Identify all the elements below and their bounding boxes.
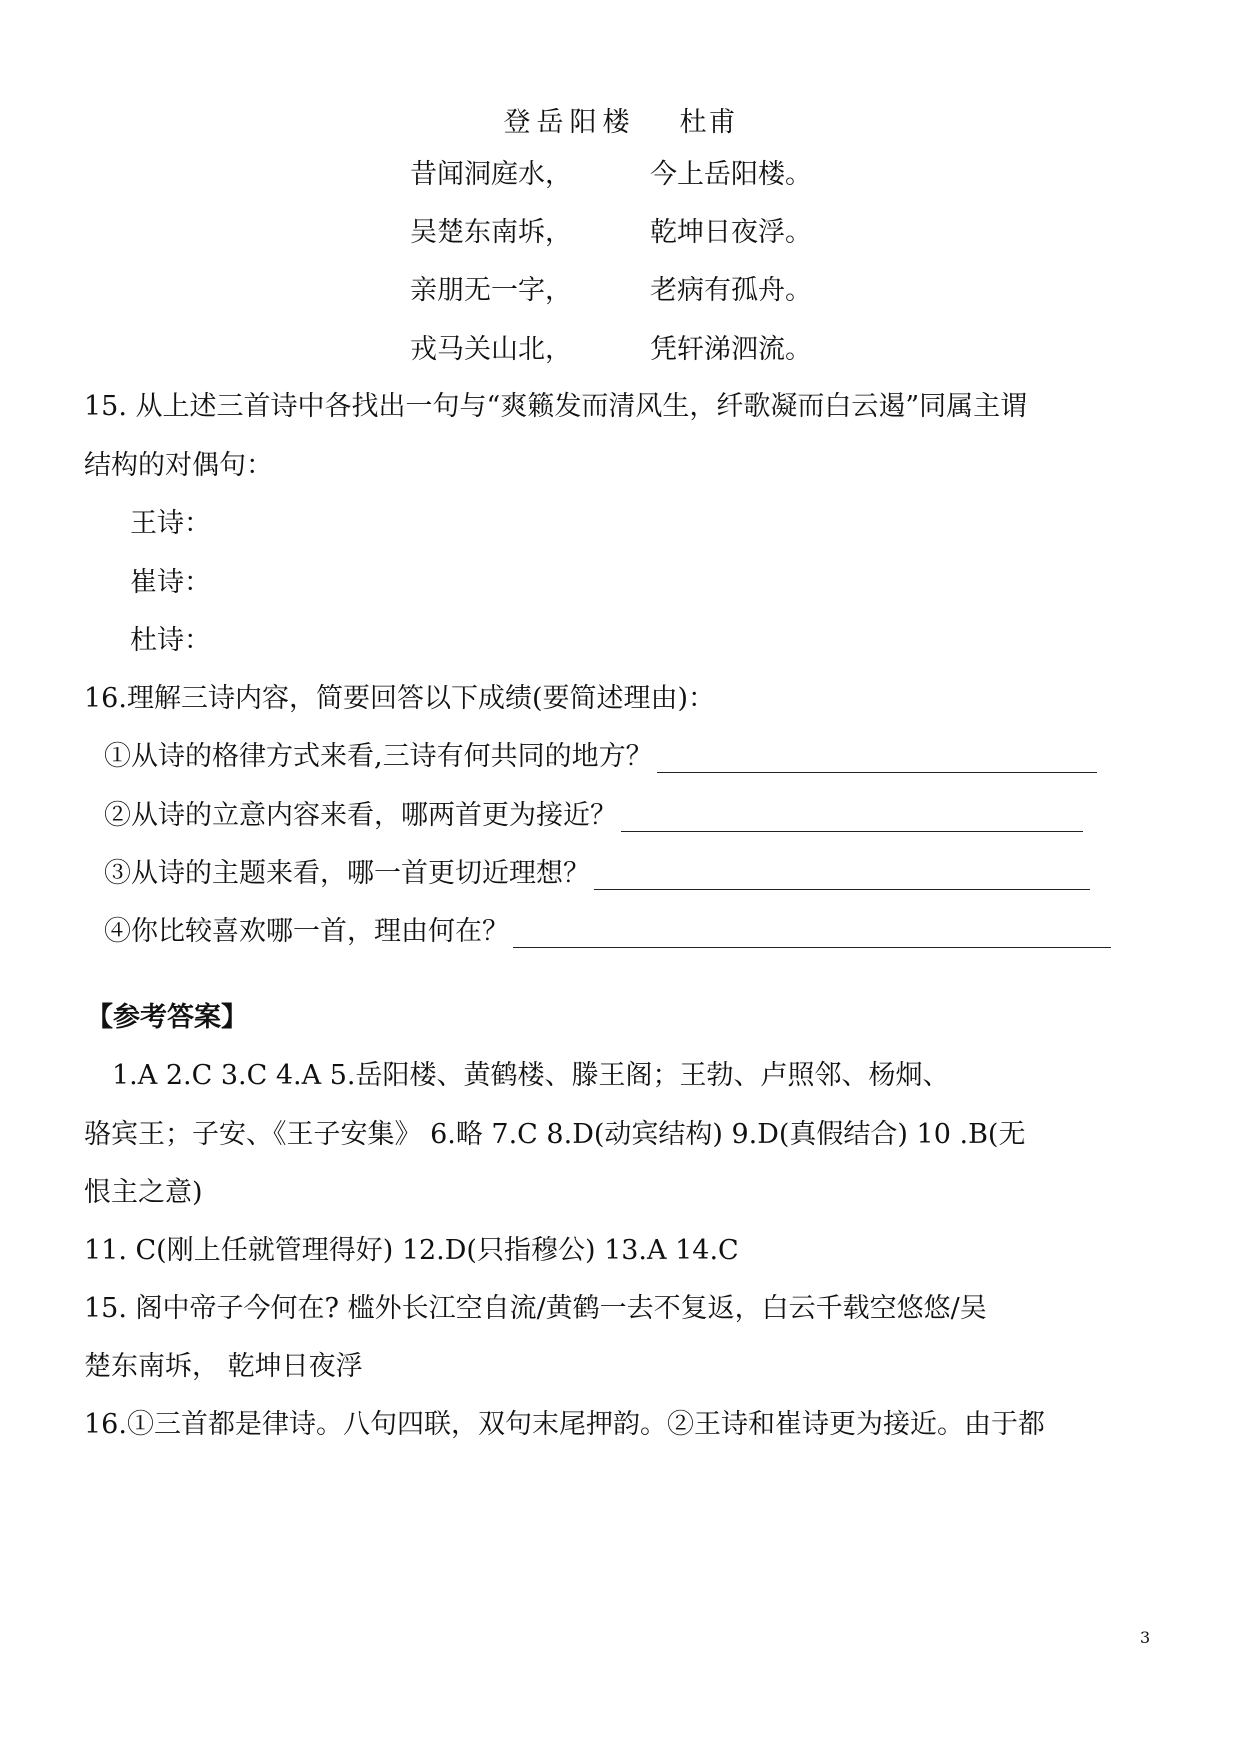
q16-item bbox=[104, 793, 1083, 832]
poem-line-left: 亲朋无一字， bbox=[410, 275, 572, 306]
q15-wang-label: 王诗： bbox=[130, 508, 211, 539]
q15-cui-label: 崔诗： bbox=[130, 567, 211, 598]
poem-line-left: 戎马关山北， bbox=[410, 334, 572, 365]
poem-line-right: 乾坤日夜浮。 bbox=[650, 217, 812, 248]
poem-line-right: 凭轩涕泗流。 bbox=[650, 334, 812, 365]
answer-blank[interactable] bbox=[594, 865, 1090, 890]
q16-item bbox=[104, 851, 1090, 890]
poem-line-right: 今上岳阳楼。 bbox=[650, 159, 812, 190]
q16-item bbox=[104, 734, 1097, 773]
q15-prompt-line2: 结构的对偶句： bbox=[84, 450, 273, 481]
answer-line: 骆宾王；子安、《王子安集》 6.略 7.C 8.D(动宾结构) 9.D(真假结合) 10 .B(无 bbox=[84, 1119, 1026, 1150]
poem-line-right: 老病有孤舟。 bbox=[650, 275, 812, 306]
q15-prompt-line1: 15. 从上述三首诗中各找出一句与“爽籁发而清风生，纤歌凝而白云遏”同属主谓 bbox=[84, 391, 1028, 422]
answer-line: 1.A 2.C 3.C 4.A 5.岳阳楼、黄鹤楼、滕王阁；王勃、卢照邻、杨炯、 bbox=[112, 1060, 950, 1091]
poem-line bbox=[410, 152, 812, 191]
page-number: 3 bbox=[1140, 1628, 1151, 1647]
answer-line: 楚东南坼， 乾坤日夜浮 bbox=[84, 1351, 363, 1382]
answer-line: 11. C(刚上任就管理得好) 12.D(只指穆公) 13.A 14.C bbox=[84, 1235, 739, 1266]
poem-author: 杜甫 bbox=[679, 107, 738, 138]
poem-line-left: 吴楚东南坼， bbox=[410, 217, 572, 248]
answer-blank[interactable] bbox=[513, 923, 1111, 948]
poem-line bbox=[410, 210, 812, 249]
answer-line: 15. 阁中帝子今何在? 槛外长江空自流/黄鹤一去不复返，白云千载空悠悠/吴 bbox=[84, 1293, 987, 1324]
q16-item-text: ③从诗的主题来看，哪一首更切近理想？ bbox=[104, 858, 590, 889]
q16-item-text: ①从诗的格律方式来看,三诗有何共同的地方？ bbox=[104, 741, 653, 772]
poem-line-left: 昔闻洞庭水， bbox=[410, 159, 572, 190]
q16-item-text: ②从诗的立意内容来看，哪两首更为接近？ bbox=[104, 800, 617, 831]
answer-line: 16.①三首都是律诗。八句四联，双句末尾押韵。②王诗和崔诗更为接近。由于都 bbox=[84, 1409, 1045, 1440]
poem-title-line bbox=[0, 100, 1241, 139]
answer-blank[interactable] bbox=[657, 748, 1097, 773]
poem-title: 登岳阳楼 bbox=[503, 107, 636, 138]
poem-line bbox=[410, 268, 812, 307]
answer-line: 恨主之意) bbox=[84, 1177, 203, 1208]
q16-item bbox=[104, 909, 1111, 948]
answers-heading: 【参考答案】 bbox=[86, 1002, 248, 1033]
poem-line bbox=[410, 327, 812, 366]
answer-blank[interactable] bbox=[621, 807, 1083, 832]
q16-intro: 16.理解三诗内容，简要回答以下成绩(要简述理由)： bbox=[84, 683, 716, 714]
q15-du-label: 杜诗： bbox=[130, 625, 211, 656]
q16-item-text: ④你比较喜欢哪一首，理由何在？ bbox=[104, 916, 509, 947]
